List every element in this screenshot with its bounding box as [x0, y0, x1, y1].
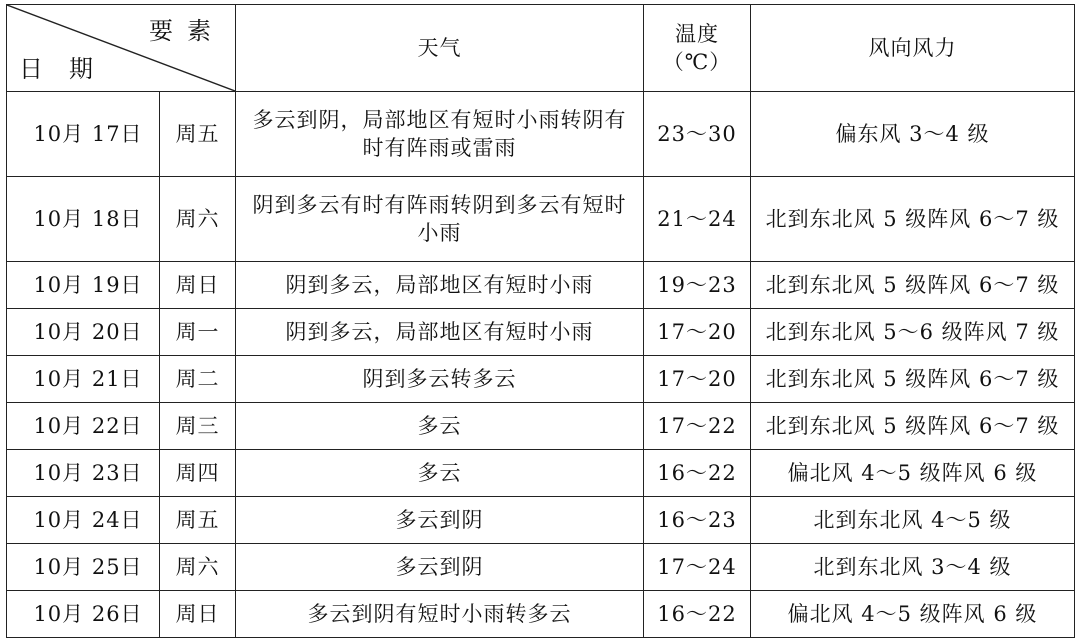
temperature-cell: 17～22 [644, 403, 751, 450]
table-row [7, 356, 1075, 403]
date-cell: 10月 26日 [7, 591, 160, 638]
weather-cell: 多云到阴 [236, 497, 644, 544]
temperature-cell: 21～24 [644, 177, 751, 262]
wind-cell: 北到东北风 3～4 级 [751, 544, 1075, 591]
temperature-header-label: 温度 [675, 22, 719, 46]
wind-cell: 北到东北风 5 级阵风 6～7 级 [751, 177, 1075, 262]
weekday-cell: 周三 [160, 403, 236, 450]
date-cell: 10月 24日 [7, 497, 160, 544]
temperature-cell: 17～20 [644, 356, 751, 403]
table-row [7, 92, 1075, 177]
temperature-cell: 16～22 [644, 591, 751, 638]
temperature-cell: 16～23 [644, 497, 751, 544]
corner-header-cell [7, 5, 236, 92]
weekday-cell: 周二 [160, 356, 236, 403]
weather-cell: 多云到阴有短时小雨转多云 [236, 591, 644, 638]
temperature-cell: 17～20 [644, 309, 751, 356]
weather-cell: 阴到多云，局部地区有短时小雨 [236, 262, 644, 309]
corner-bottom-label: 日期 [19, 55, 119, 83]
weather-header: 天气 [236, 5, 644, 92]
date-cell: 10月 20日 [7, 309, 160, 356]
temperature-cell: 23～30 [644, 92, 751, 177]
weather-cell: 多云 [236, 403, 644, 450]
date-cell: 10月 23日 [7, 450, 160, 497]
table-row [7, 403, 1075, 450]
weekday-cell: 周六 [160, 177, 236, 262]
table-row [7, 450, 1075, 497]
weather-cell: 多云到阴，局部地区有短时小雨转阴有时有阵雨或雷雨 [236, 92, 644, 177]
weekday-cell: 周五 [160, 92, 236, 177]
weekday-cell: 周一 [160, 309, 236, 356]
weekday-cell: 周日 [160, 262, 236, 309]
wind-cell: 北到东北风 5～6 级阵风 7 级 [751, 309, 1075, 356]
weather-cell: 阴到多云转多云 [236, 356, 644, 403]
table-row [7, 591, 1075, 638]
date-cell: 10月 22日 [7, 403, 160, 450]
weather-cell: 阴到多云有时有阵雨转阴到多云有短时小雨 [236, 177, 644, 262]
table-row [7, 497, 1075, 544]
wind-cell: 北到东北风 4～5 级 [751, 497, 1075, 544]
weekday-cell: 周六 [160, 544, 236, 591]
weather-cell: 多云到阴 [236, 544, 644, 591]
weekday-cell: 周五 [160, 497, 236, 544]
date-cell: 10月 25日 [7, 544, 160, 591]
wind-cell: 北到东北风 5 级阵风 6～7 级 [751, 356, 1075, 403]
table-row [7, 177, 1075, 262]
wind-cell: 偏东风 3～4 级 [751, 92, 1075, 177]
weather-forecast-table [6, 4, 1075, 638]
weather-cell: 阴到多云，局部地区有短时小雨 [236, 309, 644, 356]
wind-cell: 北到东北风 5 级阵风 6～7 级 [751, 262, 1075, 309]
forecast-table-wrapper [6, 4, 1075, 638]
table-header-row [7, 5, 1075, 92]
date-cell: 10月 21日 [7, 356, 160, 403]
weekday-cell: 周日 [160, 591, 236, 638]
wind-cell: 偏北风 4～5 级阵风 6 级 [751, 591, 1075, 638]
temperature-cell: 16～22 [644, 450, 751, 497]
temperature-header [644, 5, 751, 92]
wind-header: 风向风力 [751, 5, 1075, 92]
date-cell: 10月 17日 [7, 92, 160, 177]
date-cell: 10月 19日 [7, 262, 160, 309]
temperature-header-unit: （℃） [662, 50, 732, 74]
wind-cell: 北到东北风 5 级阵风 6～7 级 [751, 403, 1075, 450]
weather-cell: 多云 [236, 450, 644, 497]
corner-top-label: 要素 [149, 17, 225, 45]
table-row [7, 544, 1075, 591]
temperature-cell: 17～24 [644, 544, 751, 591]
table-row [7, 309, 1075, 356]
wind-cell: 偏北风 4～5 级阵风 6 级 [751, 450, 1075, 497]
weekday-cell: 周四 [160, 450, 236, 497]
table-row [7, 262, 1075, 309]
date-cell: 10月 18日 [7, 177, 160, 262]
temperature-cell: 19～23 [644, 262, 751, 309]
